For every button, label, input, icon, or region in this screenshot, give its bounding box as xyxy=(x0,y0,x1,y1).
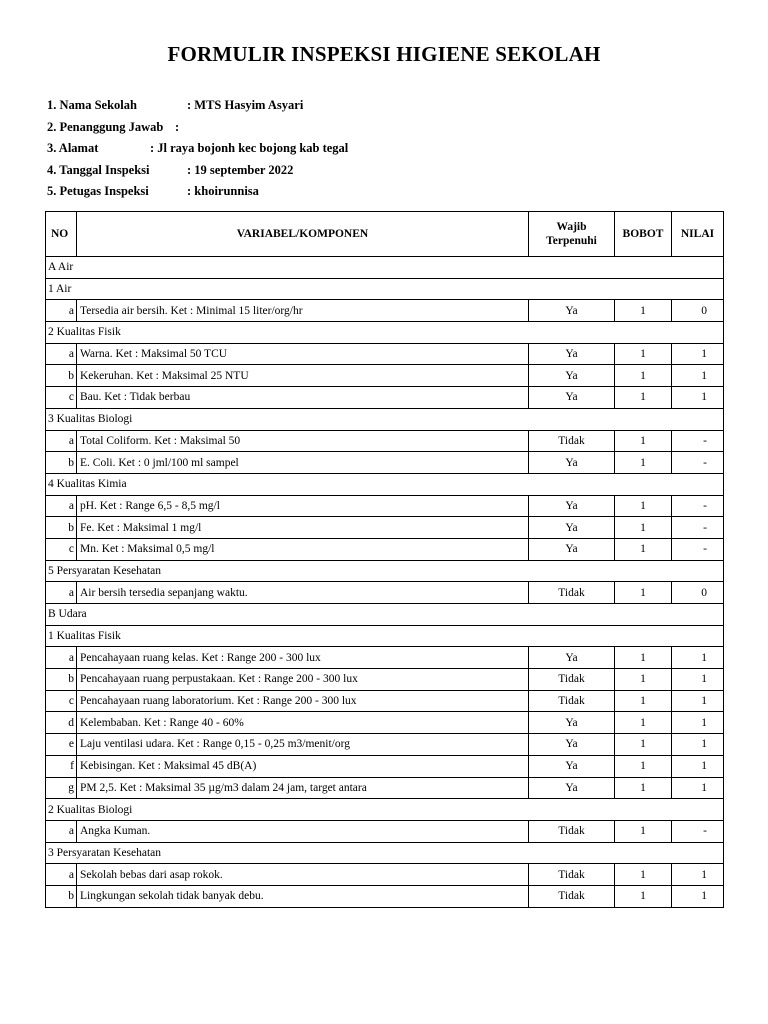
item-code: c xyxy=(46,690,77,712)
section-row xyxy=(46,799,724,821)
section-label: 3 Persyaratan Kesehatan xyxy=(46,842,724,864)
item-code: b xyxy=(46,365,77,387)
item-wajib: Tidak xyxy=(529,582,615,604)
item-code: a xyxy=(46,864,77,886)
table-header-row xyxy=(46,212,724,257)
item-wajib: Tidak xyxy=(529,690,615,712)
section-label: 1 Air xyxy=(46,278,724,300)
item-description: Tersedia air bersih. Ket : Minimal 15 liter/org/hr xyxy=(77,300,529,322)
item-wajib: Ya xyxy=(529,647,615,669)
item-wajib: Tidak xyxy=(529,430,615,452)
item-nilai: 1 xyxy=(672,647,724,669)
item-description: Mn. Ket : Maksimal 0,5 mg/l xyxy=(77,538,529,560)
item-nilai: - xyxy=(672,430,724,452)
item-bobot: 1 xyxy=(615,669,672,691)
item-bobot: 1 xyxy=(615,647,672,669)
item-nilai: 1 xyxy=(672,777,724,799)
section-row xyxy=(46,842,724,864)
section-label: A Air xyxy=(46,257,724,279)
section-label: 1 Kualitas Fisik xyxy=(46,625,724,647)
item-code: b xyxy=(46,669,77,691)
item-code: g xyxy=(46,777,77,799)
item-bobot: 1 xyxy=(615,864,672,886)
table-body xyxy=(46,257,724,908)
table-row xyxy=(46,690,724,712)
item-description: Pencahayaan ruang kelas. Ket : Range 200 - 300 lux xyxy=(77,647,529,669)
header-no: NO xyxy=(46,212,77,257)
header-nilai: NILAI xyxy=(672,212,724,257)
item-nilai: 1 xyxy=(672,365,724,387)
item-nilai: 0 xyxy=(672,582,724,604)
item-nilai: 1 xyxy=(672,387,724,409)
item-bobot: 1 xyxy=(615,734,672,756)
item-nilai: - xyxy=(672,517,724,539)
item-nilai: 1 xyxy=(672,885,724,907)
item-description: Air bersih tersedia sepanjang waktu. xyxy=(77,582,529,604)
section-label: 2 Kualitas Biologi xyxy=(46,799,724,821)
section-row xyxy=(46,473,724,495)
item-code: a xyxy=(46,495,77,517)
item-description: Sekolah bebas dari asap rokok. xyxy=(77,864,529,886)
section-row xyxy=(46,604,724,626)
section-row xyxy=(46,408,724,430)
item-description: Warna. Ket : Maksimal 50 TCU xyxy=(77,343,529,365)
item-wajib: Ya xyxy=(529,517,615,539)
info-value: : 19 september 2022 xyxy=(187,162,294,177)
info-value: : MTS Hasyim Asyari xyxy=(187,98,304,112)
item-description: PM 2,5. Ket : Maksimal 35 µg/m3 dalam 24 jam, target antara xyxy=(77,777,529,799)
item-wajib: Ya xyxy=(529,538,615,560)
table-row xyxy=(46,669,724,691)
item-bobot: 1 xyxy=(615,582,672,604)
table-row xyxy=(46,864,724,886)
item-bobot: 1 xyxy=(615,365,672,387)
item-description: pH. Ket : Range 6,5 - 8,5 mg/l xyxy=(77,495,529,517)
item-wajib: Tidak xyxy=(529,820,615,842)
item-code: b xyxy=(46,452,77,474)
item-code: a xyxy=(46,300,77,322)
item-description: Pencahayaan ruang laboratorium. Ket : Range 200 - 300 lux xyxy=(77,690,529,712)
item-description: Pencahayaan ruang perpustakaan. Ket : Range 200 - 300 lux xyxy=(77,669,529,691)
table-row xyxy=(46,885,724,907)
info-label: 4. Tanggal Inspeksi xyxy=(47,162,150,177)
item-nilai: 1 xyxy=(672,734,724,756)
header-variable: VARIABEL/KOMPONEN xyxy=(77,212,529,257)
item-code: c xyxy=(46,538,77,560)
item-description: Kelembaban. Ket : Range 40 - 60% xyxy=(77,712,529,734)
item-code: a xyxy=(46,647,77,669)
item-code: a xyxy=(46,582,77,604)
item-description: Kekeruhan. Ket : Maksimal 25 NTU xyxy=(77,365,529,387)
item-nilai: - xyxy=(672,495,724,517)
header-bobot: BOBOT xyxy=(615,212,672,257)
info-label: 3. Alamat xyxy=(47,141,99,155)
item-code: a xyxy=(46,820,77,842)
info-value: : Jl raya bojonh kec bojong kab tegal xyxy=(150,141,349,155)
item-description: Laju ventilasi udara. Ket : Range 0,15 - 0,25 m3/menit/org xyxy=(77,734,529,756)
table-row xyxy=(46,734,724,756)
table-row xyxy=(46,387,724,409)
item-description: Angka Kuman. xyxy=(77,820,529,842)
item-code: b xyxy=(46,517,77,539)
item-description: Total Coliform. Ket : Maksimal 50 xyxy=(77,430,529,452)
item-bobot: 1 xyxy=(615,452,672,474)
table-row xyxy=(46,777,724,799)
item-wajib: Ya xyxy=(529,343,615,365)
item-bobot: 1 xyxy=(615,755,672,777)
table-row xyxy=(46,712,724,734)
item-wajib: Tidak xyxy=(529,885,615,907)
item-bobot: 1 xyxy=(615,300,672,322)
table-row xyxy=(46,300,724,322)
item-wajib: Ya xyxy=(529,495,615,517)
table-row xyxy=(46,820,724,842)
table-row xyxy=(46,365,724,387)
section-label: B Udara xyxy=(46,604,724,626)
info-label: 5. Petugas Inspeksi xyxy=(47,184,149,198)
info-label: 1. Nama Sekolah xyxy=(47,98,137,112)
item-bobot: 1 xyxy=(615,387,672,409)
item-nilai: 1 xyxy=(672,755,724,777)
info-value: : xyxy=(175,119,180,134)
table-row xyxy=(46,452,724,474)
item-wajib: Ya xyxy=(529,734,615,756)
section-row xyxy=(46,322,724,344)
item-code: f xyxy=(46,755,77,777)
section-label: 3 Kualitas Biologi xyxy=(46,408,724,430)
item-code: d xyxy=(46,712,77,734)
item-code: e xyxy=(46,734,77,756)
item-bobot: 1 xyxy=(615,538,672,560)
item-wajib: Ya xyxy=(529,777,615,799)
table-row xyxy=(46,755,724,777)
item-nilai: 1 xyxy=(672,669,724,691)
item-description: Fe. Ket : Maksimal 1 mg/l xyxy=(77,517,529,539)
item-nilai: 1 xyxy=(672,712,724,734)
item-bobot: 1 xyxy=(615,495,672,517)
item-description: Bau. Ket : Tidak berbau xyxy=(77,387,529,409)
item-bobot: 1 xyxy=(615,820,672,842)
table-row xyxy=(46,582,724,604)
item-wajib: Tidak xyxy=(529,669,615,691)
item-bobot: 1 xyxy=(615,343,672,365)
section-row xyxy=(46,278,724,300)
item-description: Kebisingan. Ket : Maksimal 45 dB(A) xyxy=(77,755,529,777)
item-nilai: 1 xyxy=(672,690,724,712)
item-bobot: 1 xyxy=(615,712,672,734)
table-row xyxy=(46,517,724,539)
inspection-table xyxy=(45,211,724,908)
table-row xyxy=(46,343,724,365)
item-nilai: 1 xyxy=(672,864,724,886)
item-code: c xyxy=(46,387,77,409)
item-wajib: Tidak xyxy=(529,864,615,886)
info-label: 2. Penanggung Jawab xyxy=(47,119,164,134)
item-code: b xyxy=(46,885,77,907)
item-bobot: 1 xyxy=(615,430,672,452)
item-description: Lingkungan sekolah tidak banyak debu. xyxy=(77,885,529,907)
section-label: 5 Persyaratan Kesehatan xyxy=(46,560,724,582)
item-code: a xyxy=(46,430,77,452)
item-bobot: 1 xyxy=(615,777,672,799)
item-nilai: - xyxy=(672,820,724,842)
item-wajib: Ya xyxy=(529,452,615,474)
header-wajib: Wajib Terpenuhi xyxy=(529,212,615,257)
section-label: 2 Kualitas Fisik xyxy=(46,322,724,344)
table-row xyxy=(46,538,724,560)
item-nilai: - xyxy=(672,452,724,474)
item-wajib: Ya xyxy=(529,387,615,409)
info-value: : khoirunnisa xyxy=(187,184,259,198)
item-bobot: 1 xyxy=(615,885,672,907)
section-label: 4 Kualitas Kimia xyxy=(46,473,724,495)
item-wajib: Ya xyxy=(529,755,615,777)
item-description: E. Coli. Ket : 0 jml/100 ml sampel xyxy=(77,452,529,474)
item-wajib: Ya xyxy=(529,712,615,734)
item-code: a xyxy=(46,343,77,365)
table-row xyxy=(46,430,724,452)
item-nilai: 0 xyxy=(672,300,724,322)
item-nilai: - xyxy=(672,538,724,560)
section-row xyxy=(46,257,724,279)
section-row xyxy=(46,625,724,647)
item-bobot: 1 xyxy=(615,517,672,539)
item-wajib: Ya xyxy=(529,365,615,387)
section-row xyxy=(46,560,724,582)
table-row xyxy=(46,495,724,517)
item-nilai: 1 xyxy=(672,343,724,365)
item-bobot: 1 xyxy=(615,690,672,712)
table-row xyxy=(46,647,724,669)
item-wajib: Ya xyxy=(529,300,615,322)
document-title: FORMULIR INSPEKSI HIGIENE SEKOLAH xyxy=(167,42,601,66)
